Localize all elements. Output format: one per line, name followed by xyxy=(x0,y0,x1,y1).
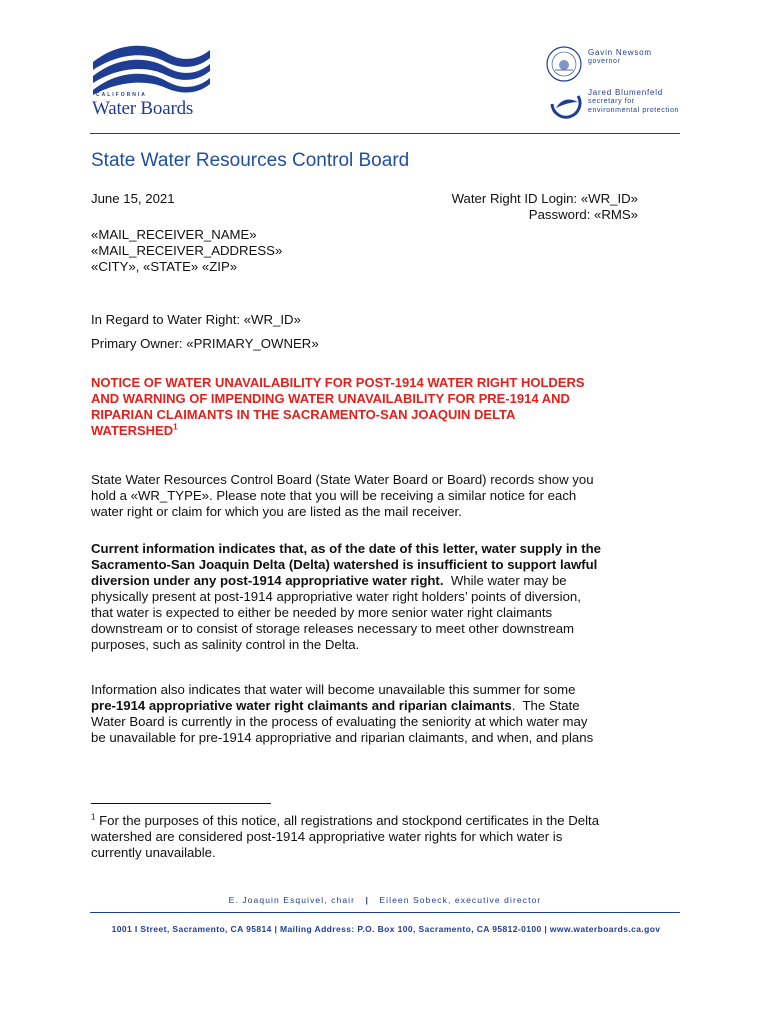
text-line: Information also indicates that water will become unavailable this summer for some xyxy=(91,682,576,697)
regard-water-right: In Regard to Water Right: «WR_ID» xyxy=(91,312,301,327)
text-span: For the purposes of this notice, all registrations and stockpond certificates in the Delta xyxy=(95,813,600,828)
text-line: Sacramento-San Joaquin Delta (Delta) watershed is insufficient to support lawful xyxy=(91,557,598,572)
footer-address: 1001 I Street, Sacramento, CA 95814 | Mailing Address: P.O. Box 100, Sacramento, CA 95812-0100 | www.waterboards.ca.gov xyxy=(111,924,661,934)
text-span: diversion under any post-1914 appropriative water right. xyxy=(91,573,444,588)
text-line: hold a «WR_TYPE». Please note that you will be receiving a similar notice for each xyxy=(91,488,577,503)
recipient-name: «MAIL_RECEIVER_NAME» xyxy=(91,227,257,242)
notice-line: AND WARNING OF IMPENDING WATER UNAVAILABILITY FOR PRE-1914 AND xyxy=(91,391,570,406)
notice-line: NOTICE OF WATER UNAVAILABILITY FOR POST-1914 WATER RIGHT HOLDERS xyxy=(91,375,585,390)
login-password: Password: «RMS» xyxy=(528,207,638,222)
secretary-title-line2: environmental protection xyxy=(588,107,680,114)
header-divider xyxy=(90,133,680,134)
secretary-title-line1: secretary for xyxy=(588,98,635,105)
footer-separator: | xyxy=(365,895,369,905)
recipient-city: «CITY», «STATE» «ZIP» xyxy=(91,259,238,274)
logo-state-label: CALIFORNIA xyxy=(96,92,147,98)
login-id: Water Right ID Login: «WR_ID» xyxy=(451,191,638,206)
footer-officers xyxy=(0,895,770,905)
paragraph-current-info xyxy=(91,541,681,653)
secretary-name: Jared Blumenfeld xyxy=(588,88,664,97)
water-waves-icon xyxy=(88,40,218,95)
governor-name: Gavin Newsom xyxy=(588,48,652,57)
text-line: Current information indicates that, as of the date of this letter, water supply in the xyxy=(91,541,601,556)
text-line: Water Board is currently in the process of evaluating the seniority at which water may xyxy=(91,714,588,729)
paragraph-records xyxy=(91,472,681,520)
secretary-block xyxy=(588,88,679,115)
footer-divider xyxy=(90,912,680,913)
paragraph-pre1914 xyxy=(91,682,681,746)
footnote xyxy=(91,813,681,861)
login-block xyxy=(380,191,638,223)
text-line: that water is expected to either be needed by more senior water right claimants xyxy=(91,605,553,620)
text-line: purposes, such as salinity control in the Delta. xyxy=(91,637,360,652)
governor-title: governor xyxy=(588,58,621,65)
state-seal-icon xyxy=(545,45,583,83)
text-line: be unavailable for pre-1914 appropriative and riparian claimants, and when, and plans xyxy=(91,730,594,745)
governor-block xyxy=(588,48,652,66)
recipient-address xyxy=(91,227,681,275)
recipient-street: «MAIL_RECEIVER_ADDRESS» xyxy=(91,243,283,258)
notice-line: RIPARIAN CLAIMANTS IN THE SACRAMENTO-SAN JOAQUIN DELTA xyxy=(91,407,516,422)
text-line: watershed are considered post-1914 appropriative water rights for which water is xyxy=(91,829,563,844)
footnote-divider xyxy=(91,803,271,804)
board-title: State Water Resources Control Board xyxy=(91,150,410,171)
logo-name: Water Boards xyxy=(92,98,194,119)
text-span: . The State xyxy=(511,698,580,713)
text-span: pre-1914 appropriative water right claimants and riparian claimants xyxy=(91,698,512,713)
text-span: While water may be xyxy=(443,573,567,588)
text-line: water right or claim for which you are listed as the mail receiver. xyxy=(91,504,462,519)
notice-line: WATERSHED xyxy=(91,423,174,438)
footer-chair: E. Joaquin Esquivel, chair xyxy=(228,895,356,905)
text-line: currently unavailable. xyxy=(91,845,216,860)
regard-primary-owner: Primary Owner: «PRIMARY_OWNER» xyxy=(91,336,319,351)
footnote-mark: 1 xyxy=(91,812,96,822)
footnote-ref: 1 xyxy=(173,422,178,432)
calepa-logo-icon xyxy=(548,88,584,120)
notice-heading xyxy=(91,375,681,439)
letter-date: June 15, 2021 xyxy=(91,191,175,206)
text-line: physically present at post-1914 appropriative water right holders’ points of diversion, xyxy=(91,589,581,604)
text-line: State Water Resources Control Board (State Water Board or Board) records show you xyxy=(91,472,594,487)
footer-director: Eileen Sobeck, executive director xyxy=(379,895,542,905)
text-line: downstream or to consist of storage releases necessary to meet other downstream xyxy=(91,621,575,636)
